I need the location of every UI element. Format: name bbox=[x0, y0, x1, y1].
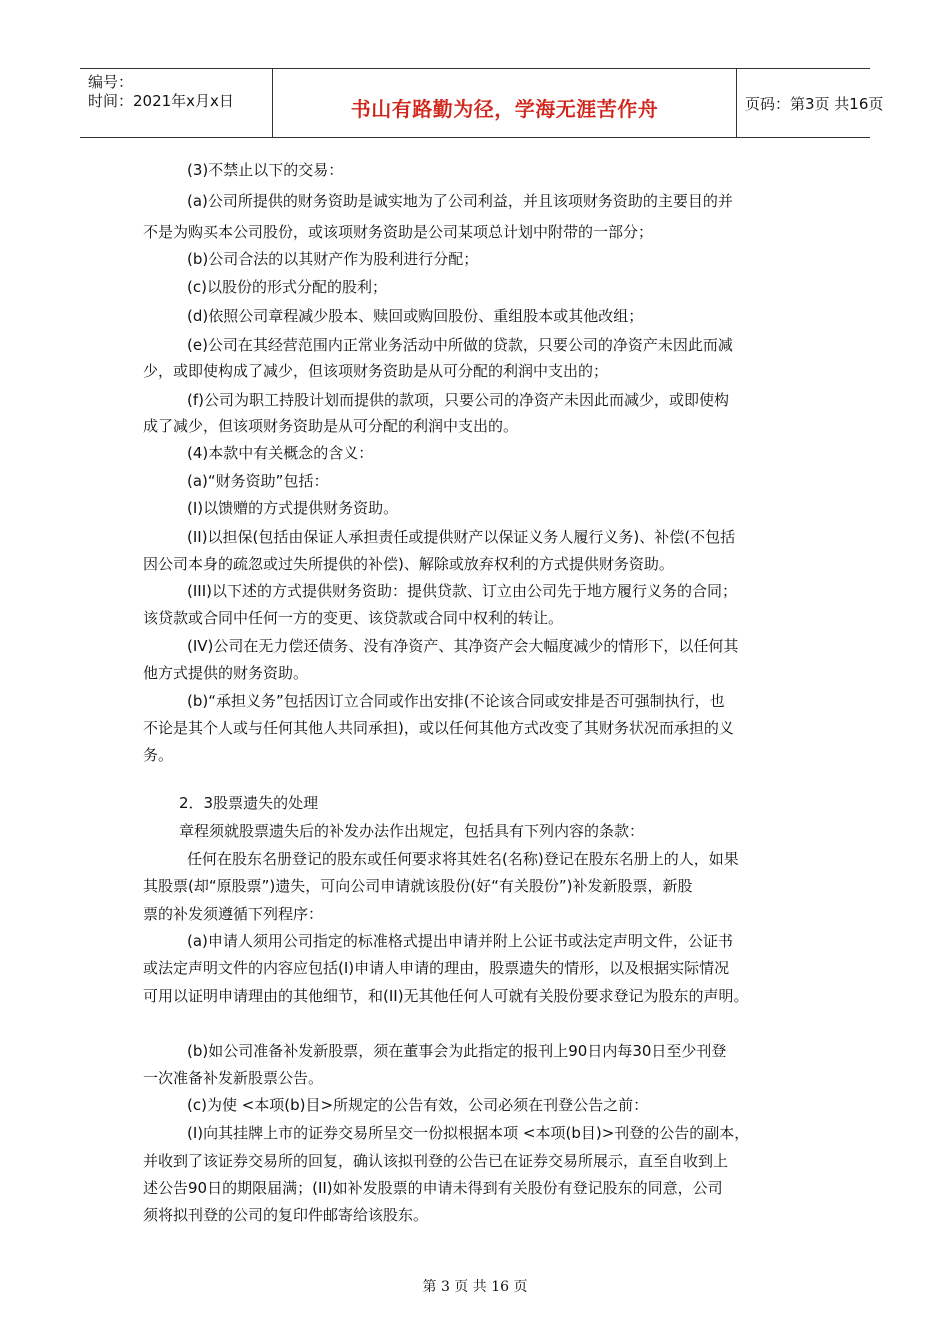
body-line: 章程须就股票遗失后的补发办法作出规定，包括具有下列内容的条款： bbox=[179, 822, 645, 840]
document-number-label: 编号： bbox=[88, 73, 134, 91]
body-line: 票的补发须遵循下列程序： bbox=[143, 905, 324, 923]
body-line: (d)依照公司章程减少股本、赎回或购回股份、重组股本或其他改组； bbox=[187, 307, 644, 325]
body-line: 其股票(却“原股票”)遗失，可向公司申请就该股份(好“有关股份”)补发新股票，新股 bbox=[143, 877, 693, 895]
body-line: 须将拟刊登的公司的复印件邮寄给该股东。 bbox=[143, 1206, 429, 1224]
body-line: (a)“财务资助”包括： bbox=[187, 472, 329, 490]
body-line: 务。 bbox=[143, 746, 174, 764]
body-line: 或法定声明文件的内容应包括(I)申请人申请的理由，股票遗失的情形，以及根据实际情况 bbox=[143, 959, 730, 977]
body-line: 任何在股东名册登记的股东或任何要求将其姓名(名称)登记在股东名册上的人，如果 bbox=[187, 850, 739, 868]
body-line: (4)本款中有关概念的含义： bbox=[187, 444, 374, 462]
document-time-label: 时间：2021年x月x日 bbox=[88, 92, 234, 110]
body-line: (b)如公司准备补发新股票，须在董事会为此指定的报刊上90日内每30日至少刊登 bbox=[187, 1042, 727, 1060]
header-motto-cell bbox=[273, 69, 737, 137]
body-line: (b)“承担义务”包括因订立合同或作出安排(不论该合同或安排是否可强制执行，也 bbox=[187, 692, 725, 710]
body-line: 一次准备补发新股票公告。 bbox=[143, 1069, 324, 1087]
header-motto: 书山有路勤为径，学海无涯苦作舟 bbox=[350, 97, 659, 121]
body-line: (e)公司在其经营范围内正常业务活动中所做的贷款，只要公司的净资产未因此而减 bbox=[187, 336, 733, 354]
body-line: 成了减少，但该项财务资助是从可分配的利润中支出的。 bbox=[143, 417, 519, 435]
body-line: (3)不禁止以下的交易： bbox=[187, 161, 344, 179]
body-line: (f)公司为职工持股计划而提供的款项，只要公司的净资产未因此而减少，或即使构 bbox=[187, 391, 729, 409]
body-line: 可用以证明申请理由的其他细节，和(II)无其他任何人可就有关股份要求登记为股东的声明。 bbox=[143, 987, 749, 1005]
body-line: (c)为使 <本项(b)目>所规定的公告有效，公司必须在刊登公告之前： bbox=[187, 1096, 649, 1114]
body-line: (c)以股份的形式分配的股利； bbox=[187, 278, 387, 296]
page-footer: 第 3 页 共 16 页 bbox=[422, 1279, 528, 1295]
body-line: (IV)公司在无力偿还债务、没有净资产、其净资产会大幅度减少的情形下，以任何其 bbox=[187, 637, 739, 655]
body-line: 不是为购买本公司股份，或该项财务资助是公司某项总计划中附带的一部分； bbox=[143, 223, 654, 241]
body-line: 不论是其个人或与任何其他人共同承担)，或以任何其他方式改变了其财务状况而承担的义 bbox=[143, 719, 734, 737]
body-line: 因公司本身的疏忽或过失所提供的补偿)、解除或放弃权利的方式提供财务资助。 bbox=[143, 555, 674, 573]
body-line: 并收到了该证券交易所的回复，确认该拟刊登的公告已在证券交易所展示，直至自收到上 bbox=[143, 1152, 729, 1170]
body-line: (a)申请人须用公司指定的标准格式提出申请并附上公证书或法定声明文件，公证书 bbox=[187, 932, 733, 950]
body-line: 他方式提供的财务资助。 bbox=[143, 664, 309, 682]
section-heading: 2．3股票遗失的处理 bbox=[179, 794, 319, 812]
body-line: 该贷款或合同中任何一方的变更、该贷款或合同中权利的转让。 bbox=[143, 609, 564, 627]
header-meta-cell bbox=[80, 69, 273, 137]
header-page-cell bbox=[737, 69, 884, 137]
body-line: (a)公司所提供的财务资助是诚实地为了公司利益，并且该项财务资助的主要目的并 bbox=[187, 192, 733, 210]
body-line: (II)以担保(包括由保证人承担责任或提供财产以保证义务人履行义务)、补偿(不包括 bbox=[187, 528, 736, 546]
body-line: (I)以馈赠的方式提供财务资助。 bbox=[187, 499, 399, 517]
header-page-info: 页码：第3页 共16页 bbox=[745, 95, 884, 113]
body-line: (I)向其挂牌上市的证券交易所呈交一份拟根据本项 <本项(b目)>刊登的公告的副本， bbox=[187, 1124, 750, 1142]
body-line: (b)公司合法的以其财产作为股利进行分配； bbox=[187, 250, 479, 268]
body-line: 述公告90日的期限届满；(II)如补发股票的申请未得到有关股份有登记股东的同意，公司 bbox=[143, 1179, 723, 1197]
body-line: 少，或即使构成了减少，但该项财务资助是从可分配的利润中支出的； bbox=[143, 362, 609, 380]
body-line: (III)以下述的方式提供财务资助：提供贷款、订立由公司先于地方履行义务的合同； bbox=[187, 582, 737, 600]
page-header bbox=[80, 68, 884, 138]
